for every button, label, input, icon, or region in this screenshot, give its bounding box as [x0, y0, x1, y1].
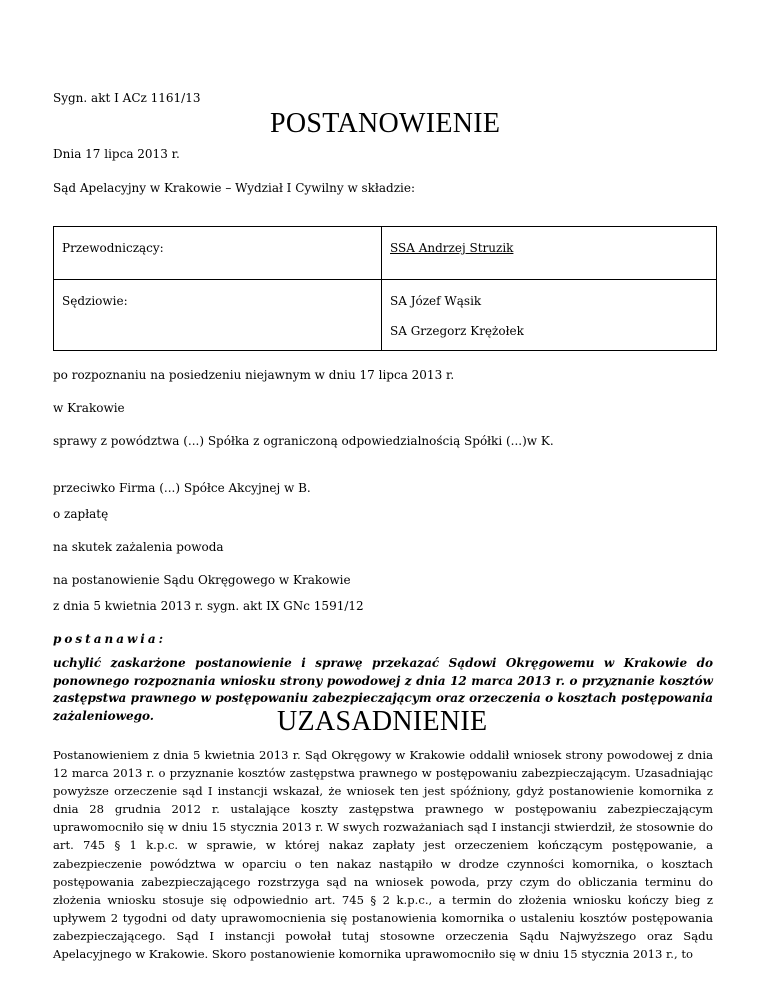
- presiding-judge: SSA Andrzej Struzik: [390, 241, 514, 255]
- bench-cell-label: [54, 227, 382, 280]
- plaintiff-line: sprawy z powództwa (...) Spółka z ograniczoną odpowiedzialnością Spółki (...)w K.: [53, 434, 554, 448]
- appeal-line: na skutek zażalenia powoda: [53, 540, 224, 554]
- case-reference: Sygn. akt I ACz 1161/13: [53, 91, 201, 105]
- hearing-line: po rozpoznaniu na posiedzeniu niejawnym w dniu 17 lipca 2013 r.: [53, 368, 455, 382]
- subject-line: o zapłatę: [53, 507, 109, 521]
- bench-table: [53, 226, 717, 351]
- court-line: Sąd Apelacyjny w Krakowie – Wydział I Cywilny w składzie:: [53, 181, 416, 195]
- decides-heading: postanawia:: [53, 632, 167, 646]
- bench-cell-value: [382, 280, 717, 351]
- judge-2: SA Grzegorz Krężołek: [390, 324, 524, 338]
- judges-label: Sędziowie:: [62, 294, 128, 308]
- defendant-line: przeciwko Firma (...) Spółce Akcyjnej w B.: [53, 481, 311, 495]
- justification-title: UZASADNIENIE: [277, 706, 488, 737]
- decision-date-line: z dnia 5 kwietnia 2013 r. sygn. akt IX GNc 1591/12: [53, 599, 364, 613]
- ruling-text: uchylić zaskarżone postanowienie i sprawę przekazać Sądowi Okręgowemu w Krakowie do ponownego rozpoznania wniosku strony powodowej z dnia 12 marca 2013 r. o przyznanie kosztów zastępstwa prawnego w postępowaniu zabezpieczającym oraz orzeczenia o kosztach postępowania zażaleniowego.: [53, 656, 713, 723]
- presiding-label: Przewodniczący:: [62, 241, 164, 255]
- bench-cell-value: [382, 227, 717, 280]
- decision-of-line: na postanowienie Sądu Okręgowego w Krakowie: [53, 573, 351, 587]
- document-title: POSTANOWIENIE: [270, 108, 501, 139]
- bench-cell-label: [54, 280, 382, 351]
- justification-text: Postanowieniem z dnia 5 kwietnia 2013 r. Sąd Okręgowy w Krakowie oddalił wniosek strony powodowej z dnia 12 marca 2013 r. o przyznanie kosztów zastępstwa prawnego w postępowaniu zabezpieczającym. Uzasadniając powyższe orzeczenie sąd I instancji wskazał, że wniosek ten jest spóźniony, gdyż postanowienie komornika z dnia 28 grudnia 2012 r. ustalające koszty zastępstwa prawnego w postępowaniu zabezpieczającym uprawomocniło się w dniu 15 stycznia 2013 r. W swych rozważaniach sąd I instancji stwierdził, że stosownie do art. 745 § 1 k.p.c. w sprawie, w której nakaz zapłaty jest orzeczeniem kończącym postępowanie, a zabezpieczenie powództwa w oparciu o ten nakaz nastąpiło w drodze czynności komornika, o kosztach postępowania zabezpieczającego rozstrzyga sąd na wniosek powoda, przy czym do obliczania terminu do złożenia wniosku stosuje się odpowiednio art. 745 § 2 k.p.c., a termin do złożenia wniosku kończy bieg z upływem 2 tygodni od daty uprawomocnienia się postanowienia komornika o ustaleniu kosztów postępowania zabezpieczającego. Sąd I instancji powołał tutaj stosowne orzeczenia Sądu Najwyższego oraz Sądu Apelacyjnego w Krakowie. Skoro postanowienie komornika uprawomocniło się w dniu 15 stycznia 2013 r., to: [53, 748, 713, 962]
- date-line: Dnia 17 lipca 2013 r.: [53, 147, 180, 161]
- bench-row-judges: [54, 280, 717, 351]
- place-line: w Krakowie: [53, 401, 125, 415]
- bench-row-presiding: [54, 227, 717, 280]
- judge-1: SA Józef Wąsik: [390, 294, 482, 308]
